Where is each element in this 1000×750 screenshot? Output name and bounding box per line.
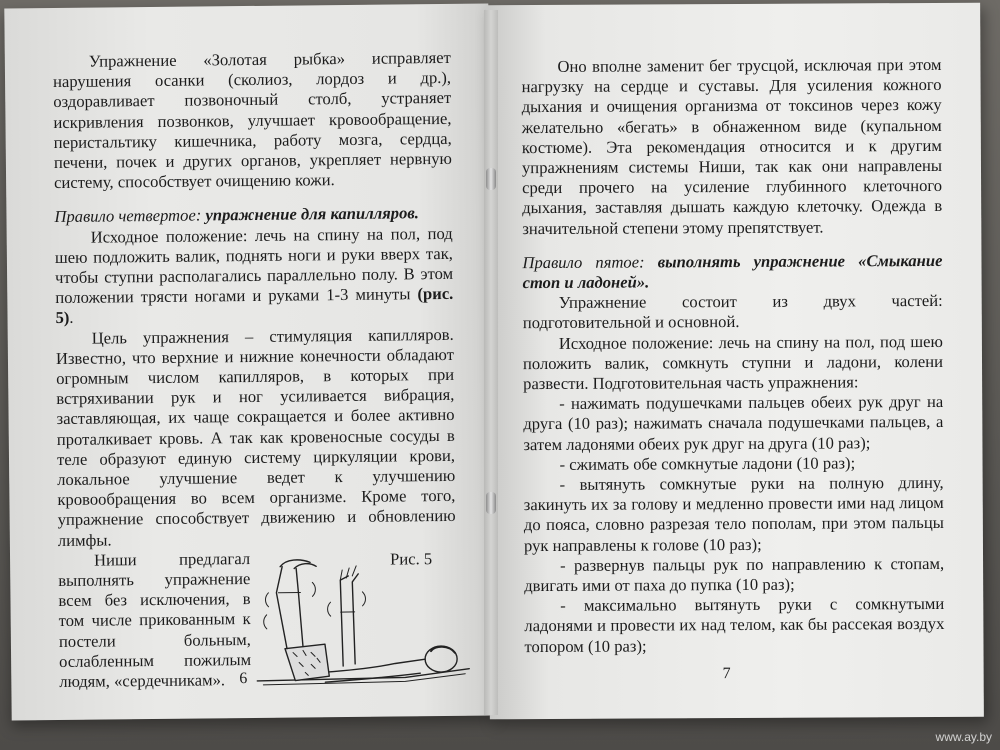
list-item: - нажимать подушечками пальцев обеих рук друг на друга (10 раз); нажимать сначала подушечками пальцев, а затем ладонями обеих рук друг на друга (10 раз); <box>523 392 944 454</box>
rule-5-title: выполнять упражнение «Смыкание стоп и ладоней». <box>522 250 943 293</box>
rule-5-heading <box>522 251 942 294</box>
rule-4-label: Правило четвертое: <box>54 205 202 227</box>
page-number-left: 6 <box>239 670 248 688</box>
right-page <box>486 3 984 720</box>
book-gutter <box>484 10 498 715</box>
list-item: - максимально вытянуть руки с сомкнутыми ладонями и провести их над телом, как бы рассекая воздух топором (10 раз); <box>524 594 945 656</box>
figure-row <box>58 547 457 692</box>
left-page-text <box>52 47 458 692</box>
exercise-illustration <box>254 548 471 689</box>
figure-reference: (рис. 5) <box>55 284 454 328</box>
rule-5-label: Правило пятое: <box>522 252 645 272</box>
paragraph-nishi: Ниши предлагал выполнять упражнение всем без исключения, в том числе прикованным к постели больным, ослабленным пожилым людям, «сердечникам». <box>58 548 252 692</box>
paragraph-capillaries: Цель упражнения – стимуляция капилляров. Известно, что верхние и нижние конечности обладают огромным числом капилляров, в которых при встряхивании рук и ног усиливается вибрация, заставляющая, их чаще сокращается и более активно проталкивает кровь. А так как кровеносные сосуды в теле образуют единую систему циркуляции крови, локальное улучшение ведет к улучшению кровообращения во всем организме. Кроме того, упражнение способствует движению и обновлению лимфы. <box>55 324 456 550</box>
rule-4-title: упражнение для капилляров. <box>205 203 419 225</box>
staple-bottom <box>486 492 496 514</box>
paragraph-starting-position-2: Исходное положение: лечь на спину на пол, под шею положить валик, сомкнуть ступни и ладони, колени развести. Подготовительная часть упражнения: <box>522 331 944 394</box>
starting-position-text: Исходное положение: лечь на спину на пол, под шею подложить валик, поднять ноги и руки вверх так, чтобы ступни располагались параллельно полу. В этом положении трясти ногами и руками 1-3 минуты <box>54 223 454 308</box>
paragraph-starting-position <box>55 223 454 328</box>
left-page <box>4 3 495 720</box>
paragraph-running: Оно вполне заменит бег трусцой, исключая при этом нагрузку на сердце и суставы. Для усиления кожного дыхания и очищения организма от токсинов через кожу желательно «бегать» в обнаженном виде (купальном костюме). Эта рекомендация относится и к другим упражнениям системы Ниши, так как они направлены среди прочего на усиление глубинного клеточного дыхания, заставляя дышать каждую клеточку. Одежда в значительной степени этому препятствует. <box>521 54 943 238</box>
list-item: - вытянуть сомкнутые руки на полную длину, закинуть их за голову и медленно провести ими над лицом до пояса, словно разрезая тело пополам, при этом пальцы рук направлены к голове (10 раз); <box>523 472 944 555</box>
paragraph-golden-fish: Упражнение «Золотая рыбка» исправляет нарушения осанки (сколиоз, лордоз и др.), оздоравливает позвоночный столб, устраняет искривления позвонков, улучшает кровообращение, перистальтику кишечника, работу мозга, сердца, печени, почек и других органов, укрепляет нервную систему, способствует очищению кожи. <box>52 47 452 193</box>
figure-caption: Рис. 5 <box>389 548 433 569</box>
watermark: www.ay.by <box>935 730 992 744</box>
right-page-text <box>521 55 944 657</box>
period: . <box>69 308 74 328</box>
page-number-right: 7 <box>722 665 731 683</box>
staple-top <box>486 168 496 190</box>
list-item: - сжимать обе сомкнутые ладони (10 раз); <box>559 453 856 474</box>
paragraph-two-parts: Упражнение состоит из двух частей: подготовительной и основной. <box>522 291 943 333</box>
list-item: - развернув пальцы рук по направлению к стопам, двигать ими от паха до пупка (10 раз); <box>524 553 945 596</box>
